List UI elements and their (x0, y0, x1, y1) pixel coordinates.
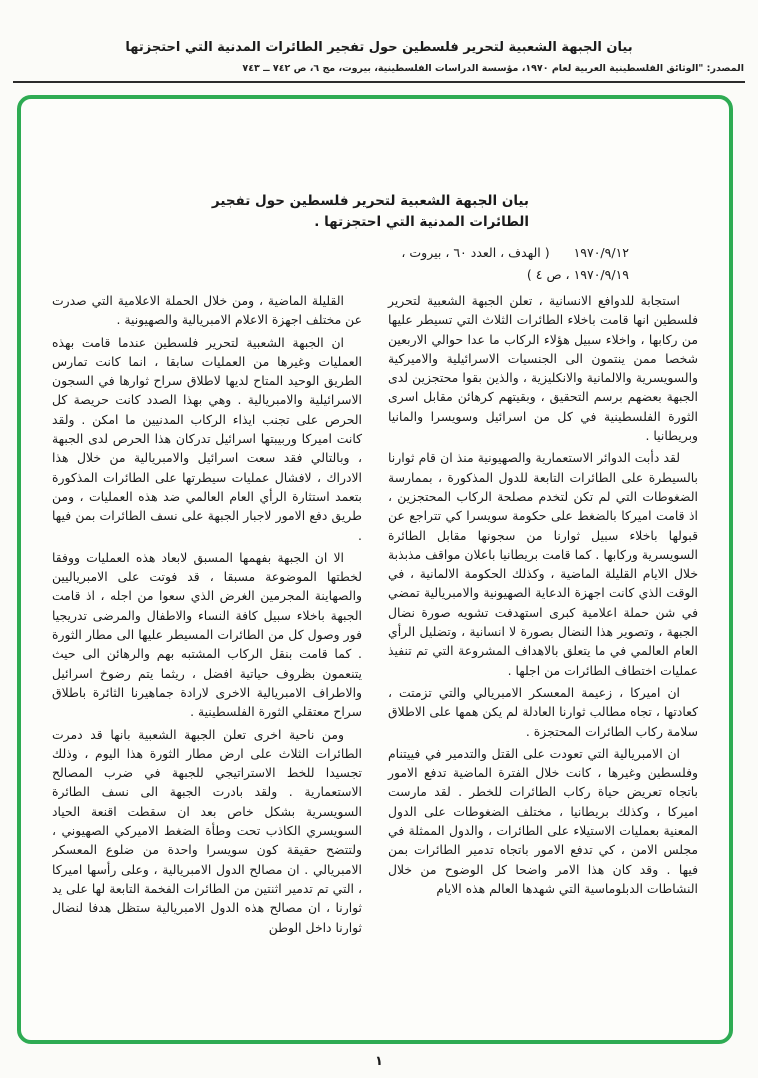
column-right (388, 291, 698, 1026)
dateline (349, 242, 629, 286)
citation-part-1: ( الهدف ، العدد ٦٠ ، بيروت ، (401, 245, 550, 260)
document-title: بيان الجبهة الشعبية لتحرير فلسطين حول تفجير الطائرات المدنية التي احتجزتها . (211, 193, 529, 230)
paragraph: ان الجبهة الشعبية لتحرير فلسطين عندما قامت بهذه العمليات وغيرها من العمليات سابقا ، انما كانت تمارس الطريق الوحيد المتاح لديها لاطلاق سراح ثوارها في السجون الاسرائيلية والامبريالية . وهي بهذا الصدد كانت حريصة كل الحرص على تجنب ايذاء الركاب المدنيين ما امكن . ولقد كانت اميركا وربيبتها اسرائيل تدركان هذا الحرص لدى الجبهة ، وبالتالي فقد سعت اسرائيل والامبريالية من خلال هذا الادراك ، لافشال عمليات سيطرتها على الطائرات المذكورة بتعمد استثارة الرأي العام العالمي ضد هذه العمليات ، ومن طريق دفع الامور لاجبار الجبهة على نسف الطائرات بمن فيها . (52, 334, 362, 543)
citation-part-2: ١٩٧٠/٩/١٩ ، ص ٤ ) (526, 267, 629, 282)
paragraph: ومن ناحية اخرى تعلن الجبهة الشعبية بانها قد دمرت الطائرات الثلاث على ارض مطار الثورة هذا اليوم ، وذلك تجسيدا للخط الاستراتيجي للجبهة في ضرب المصالح الاستعمارية . ولقد بادرت الجبهة الى نسف الطائرة السويسرية بشكل خاص بعد ان سقطت اقنعة الحياد السويسري الكاذب تحت وطأة الضغط الاميركي الصهيوني ، ولتتضح حقيقة كون سويسرا واحدة من ضلوع المعسكر الامبريالي . ان مصالح الدول الامبريالية ، وعلى رأسها اميركا ، التي تم تدمير اثنتين من الطائرات الفخمة التابعة لها على يد ثوارنا ، ان مصالح هذه الدول الامبريالية ستظل هدفا لنضال ثوارنا داخل الوطن (52, 726, 362, 935)
header-divider (13, 81, 745, 83)
document-frame (17, 95, 733, 1044)
paragraph: الا ان الجبهة بفهمها المسبق لابعاد هذه العمليات ووفقا لخطتها الموضوعة مسبقا ، قد فوتت على الامبرياليين والصهاينة المجرمين الغرض الذي سعوا من اجله ، اذ قامت الجبهة باخلاء سبيل كافة النساء والاطفال والمرضى تدريجيا فور وصول كل من الطائرات المسيطر عليها الى مطار الثورة . كما قامت بنقل الركاب المشتبه بهم والرهائن الى حيث يتنعمون بظروف حياتية افضل ، ريثما يتم رضوخ اسرائيل والاطراف الامبريالية الاخرى لارادة جماهيرنا الثائرة باطلاق سراح معتقلي الثورة الفلسطينية . (52, 549, 362, 720)
dateline-row-1 (349, 242, 629, 264)
paragraph: ان الامبريالية التي تعودت على القتل والتدمير في فييتنام وفلسطين وغيرها ، كانت خلال الفترة الماضية تدفع الامور باتجاه تعريض حياة ركاب الطائرات للخطر . لقد مارست اميركا ، وكذلك بريطانيا ، مختلف الضغوطات على الدول المعنية بعمليات الاستيلاء على الطائرات ، والدول الممثلة في مجلس الامن ، كي تدفع الامور باتجاه تدمير الطائرات بمن فيها . وقد كان هذا الامر واضحا كل الوضوح من خلال النشاطات الدبلوماسية التي شهدها العالم هذه الايام (388, 745, 698, 896)
paragraph: القليلة الماضية ، ومن خلال الحملة الاعلامية التي صدرت عن مختلف اجهزة الاعلام الامبريالية والصهيونية . (52, 293, 362, 328)
paragraph: لقد دأبت الدوائر الاستعمارية والصهيونية منذ ان قام ثوارنا بالسيطرة على الطائرات التابعة للدول المذكورة ، بممارسة الضغوطات التي لم تكن لتخدم مصلحة الركاب المحتجزين ، اذ قامت اميركا بالضغط على حكومة سويسرا كي تتراجع عن قبولها باخلاء سبيل ثوارنا من سجونها مقابل الطائرة السويسرية وركابها . كما قامت بريطانيا باعلان مواقف مذبذبة خلال الايام القليلة الماضية ، وكذلك الحكومة الالمانية ، في الوقت الذي كانت اجهزة الدعاية الصهيونية والامبريالية تمضي في شن حملة اعلامية كبرى استهدفت تشويه صورة نضال الجبهة ، وتصوير هذا النضال بصورة لا انسانية ، وتضليل الرأي العام العالمي في ما يتعلق بالاهداف المشروعة التي تم تنفيذ عمليات اختطاف الطائرات من اجلها . (388, 450, 698, 678)
paragraph: استجابة للدوافع الانسانية ، تعلن الجبهة الشعبية لتحرير فلسطين انها قامت باخلاء الطائرات الثلاث التي تسيطر عليها من ركابها ، واخلاء سبيل هؤلاء الركاب ما عدا حوالي الاربعين شخصا ممن ينتمون الى الجنسيات الاسرائيلية والاميركية والسويسرية والالمانية والانكليزية ، والذين بقوا محتجزين لدى الجبهة بعضهم برسم التحقيق ، وبقيتهم كرهائن مقابل اسرى الثورة الفلسطينية في كل من اسرائيل وسويسرا والمانيا وبريطانيا . (388, 293, 698, 444)
paragraph: ان اميركا ، زعيمة المعسكر الامبريالي والتي تزمتت ، كعادتها ، تجاه مطالب ثوارنا العادلة لم يكن همها على الاطلاق سلامة ركاب الطائرات المحتجزة . (388, 684, 698, 739)
header-title: بيان الجبهة الشعبية لتحرير فلسطين حول تفجير الطائرات المدنية التي احتجزتها (125, 40, 633, 55)
page-number: ١ (375, 1054, 383, 1069)
body-columns (52, 291, 698, 1026)
dateline-row-2 (349, 264, 629, 286)
column-left (52, 291, 362, 1026)
source-citation: المصدر: "الوثائق الفلسطينية العربية لعام ١٩٧٠، مؤسسة الدراسات الفلسطينية، بيروت، مج ٦، ص ٧٤٢ ــ ٧٤٣ (242, 63, 744, 74)
statement-date: ١٩٧٠/٩/١٢ (573, 245, 629, 260)
